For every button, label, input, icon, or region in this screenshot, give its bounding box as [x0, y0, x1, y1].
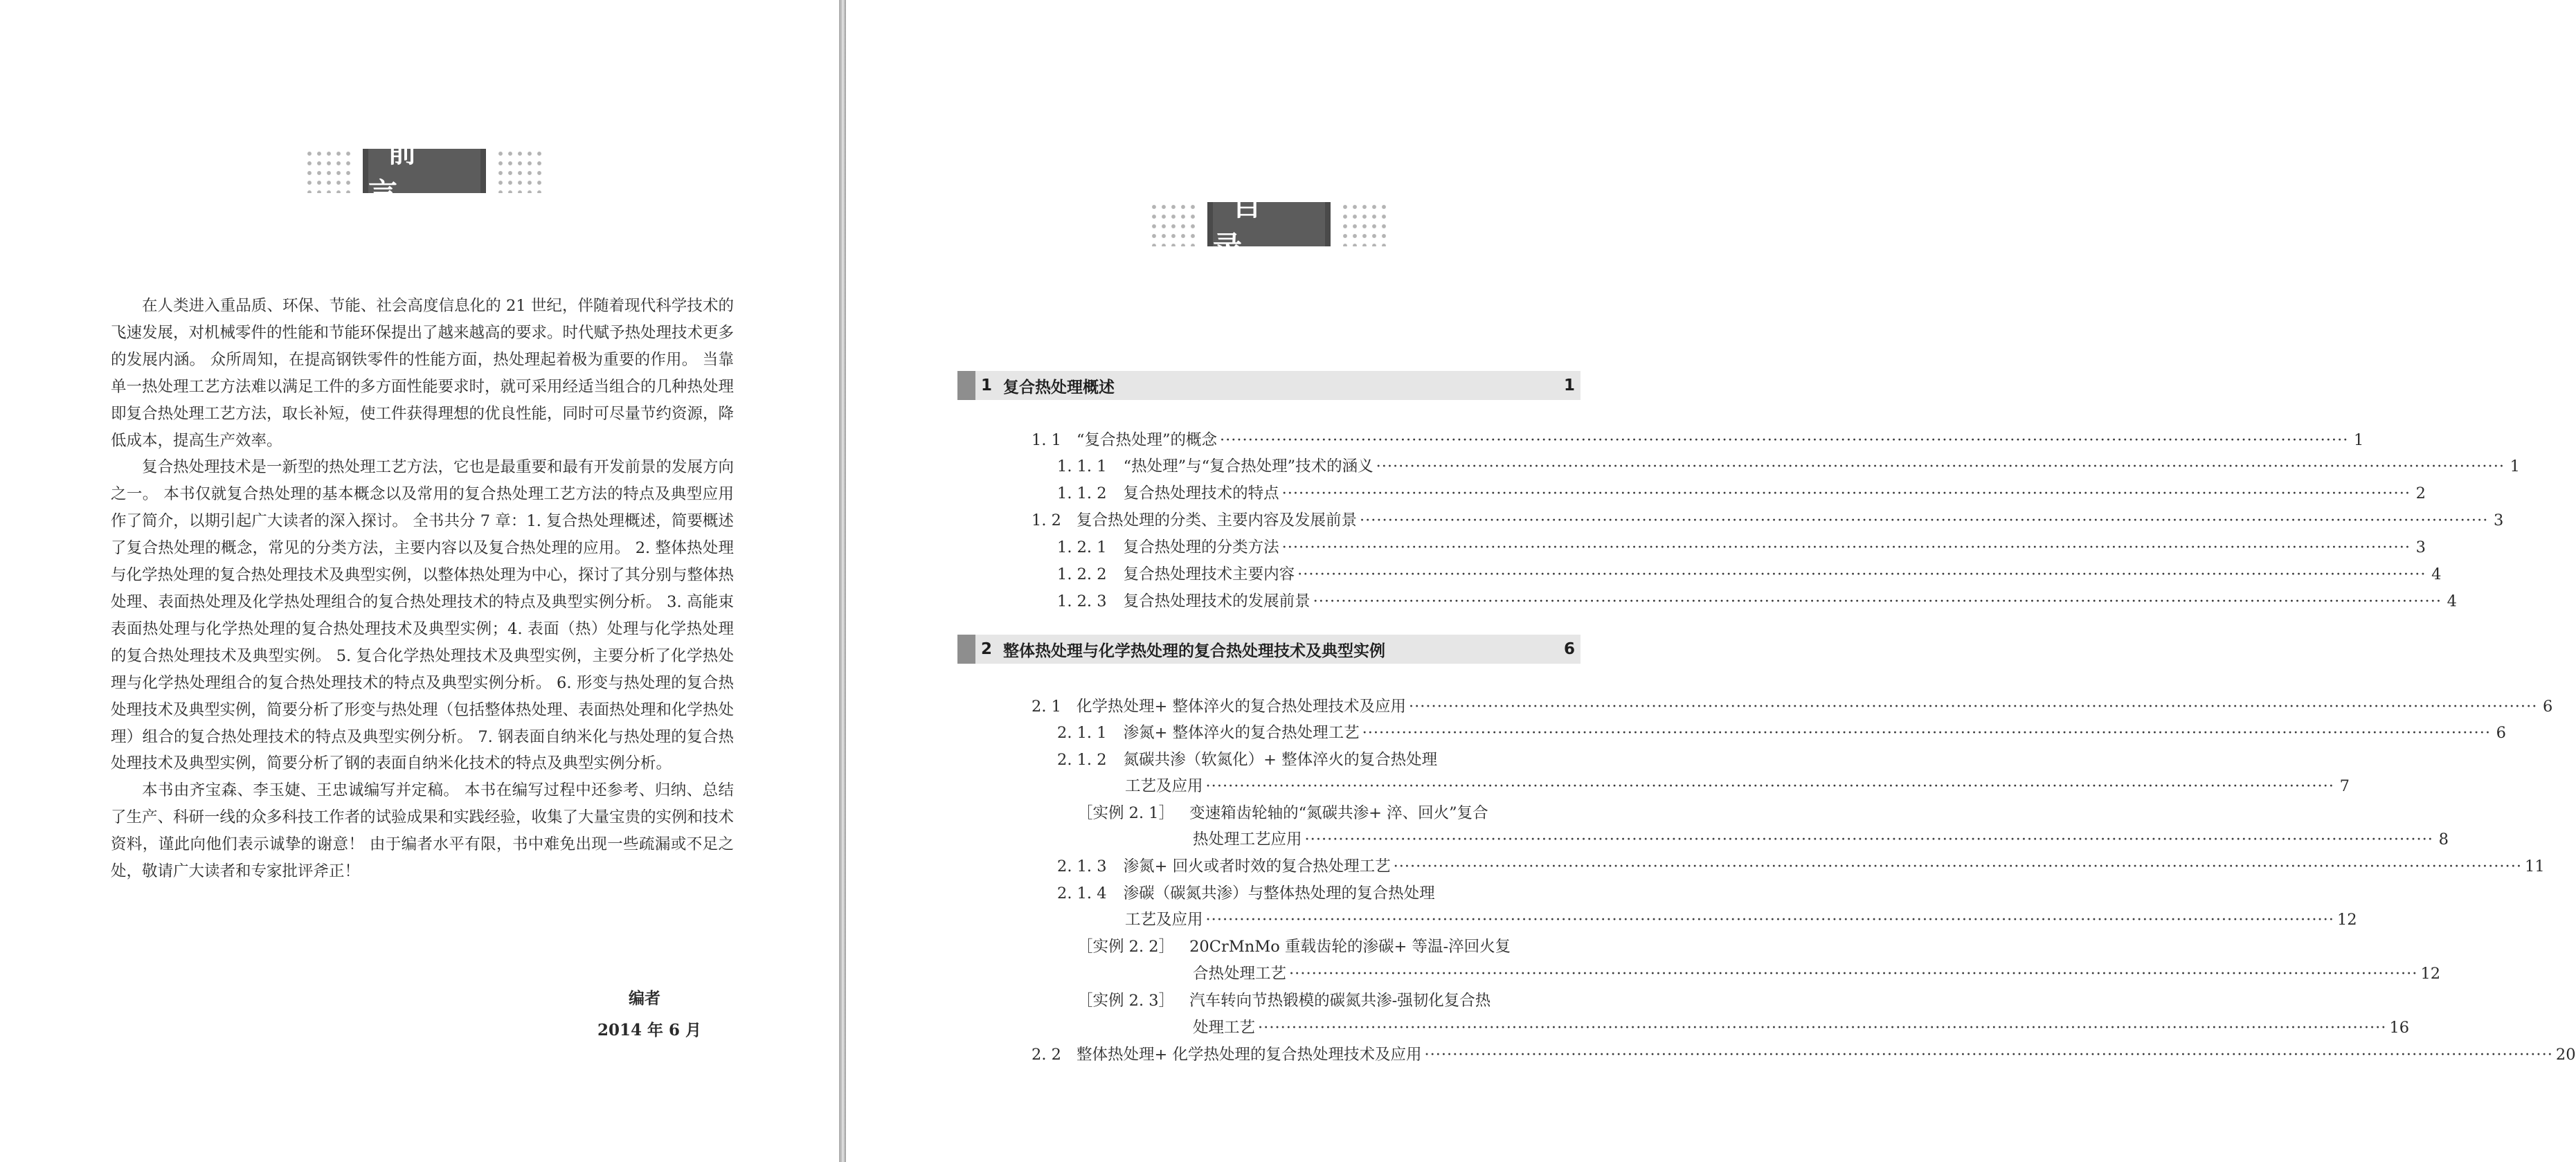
preface-title: 前 言 [363, 149, 486, 193]
toc-entry-title: 化学热处理+ 整体淬火的复合热处理技术及应用 [1076, 698, 1406, 716]
toc-entry-page: 8 [2438, 830, 2449, 848]
toc-entry-title: 汽车转向节热锻模的碳氮共渗-强韧化复合热 [1189, 992, 1491, 1010]
toc-entry-title-continuation: 工艺及应用 [1125, 777, 1203, 795]
toc-entry-number: 2. 1. 3 [1057, 857, 1107, 875]
toc-entry-number: 2. 2 [1032, 1046, 1061, 1064]
toc-entry-continuation[interactable] [1193, 827, 2449, 848]
dot-leader: ········································································································································································································ [1205, 777, 2334, 795]
toc-entry-number: 1. 1. 2 [1057, 484, 1107, 502]
preface-date: 2014 年 6 月 [597, 1021, 702, 1040]
preface-body [111, 293, 734, 885]
toc-title: 目 录 [1207, 202, 1331, 246]
toc-entry-number: 1. 2. 2 [1057, 565, 1107, 583]
toc-entry-title: “复合热处理”的概念 [1076, 431, 1217, 449]
toc-entry-title-continuation: 处理工艺 [1193, 1019, 1256, 1037]
toc-entry-number: 1. 1 [1032, 431, 1061, 449]
toc-entry-page: 11 [2525, 857, 2545, 875]
toc-entry-page: 16 [2389, 1019, 2410, 1037]
toc-entry[interactable] [1077, 801, 1488, 821]
toc-entry[interactable] [1057, 535, 2426, 556]
toc-entry-continuation[interactable] [1125, 907, 2357, 929]
preface-title-badge [305, 135, 544, 210]
toc-entry[interactable] [1057, 854, 2545, 875]
toc-entry-page: 6 [2496, 724, 2506, 742]
chapter-number: 1 [981, 376, 993, 394]
dot-leader: ········································································································································································································ [1219, 431, 2349, 449]
chapter-title: 整体热处理与化学热处理的复合热处理技术及典型实例 [1003, 642, 1385, 660]
dot-leader: ········································································································································································································ [1424, 1046, 2553, 1064]
toc-entry-page: 2 [2415, 484, 2426, 502]
toc-entry[interactable] [1057, 562, 2442, 583]
toc-entry-title: 渗氮+ 整体淬火的复合热处理工艺 [1123, 724, 1360, 742]
toc-entry-title: 渗碳（碳氮共渗）与整体热处理的复合热处理 [1123, 884, 1435, 902]
toc-entry[interactable] [1057, 454, 2520, 475]
toc-entry-number: ［实例 2. 1］ [1077, 804, 1175, 822]
toc-entry-title: 变速箱齿轮轴的“氮碳共渗+ 淬、回火”复合 [1189, 804, 1488, 822]
dot-leader: ········································································································································································································ [1408, 698, 2538, 716]
toc-entry[interactable] [1057, 589, 2457, 610]
chapter-page: 6 [1563, 640, 1575, 658]
toc-entry-title-continuation: 工艺及应用 [1125, 911, 1203, 929]
dot-pattern-right [496, 149, 544, 193]
preface-paragraph-3: 本书由齐宝森、李玉婕、王忠诚编写并定稿。 本书在编写过程中还参考、归纳、总结了生产、科研一线的众多科技工作者的试验成果和实践经验，收集了大量宝贵的实例和技术资料，谨此向他们表示诚挚的谢意！ 由于编者水平有限，书中难免出现一些疏漏或不足之处，敬请广大读者和专家批评斧正！ [111, 781, 735, 881]
toc-entry-title: 整体热处理+ 化学热处理的复合热处理技术及应用 [1076, 1046, 1422, 1064]
toc-entry-title: 复合热处理技术的特点 [1123, 484, 1279, 502]
dot-leader: ········································································································································································································ [1313, 592, 2442, 610]
dot-leader: ········································································································································································································ [1281, 538, 2411, 556]
toc-entry-number: ［实例 2. 3］ [1077, 992, 1175, 1010]
toc-entry-number: 2. 1. 4 [1057, 884, 1107, 902]
dot-leader: ········································································································································································································ [1304, 830, 2433, 848]
toc-entry[interactable] [1057, 747, 1437, 768]
page-divider [839, 0, 846, 1162]
toc-entry-page: 1 [2354, 431, 2364, 449]
toc-entry-page: 3 [2494, 511, 2504, 529]
chapter-title: 复合热处理概述 [1003, 378, 1115, 397]
toc-entry[interactable] [1077, 934, 1511, 955]
toc-entry[interactable] [1032, 508, 2504, 529]
toc-entry-number: 1. 2. 3 [1057, 592, 1107, 610]
chapter-page: 1 [1563, 376, 1575, 394]
toc-title-badge [1149, 188, 1389, 264]
dot-leader: ········································································································································································································ [1258, 1019, 2387, 1037]
toc-entry-number: ［实例 2. 2］ [1077, 938, 1175, 956]
preface-paragraph-2: 复合热处理技术是一新型的热处理工艺方法，它也是最重要和最有开发前景的发展方向之一。 本书仅就复合热处理的基本概念以及常用的复合热处理工艺方法的特点及典型应用作了简介，以期引起广大读者的深入探讨。 全书共分 7 章：1. 复合热处理概述，简要概述了复合热处理的概念，常见的分类方法，主要内容以及复合热处理的应用。 2. 整体热处理与化学热处理的复合热处理技术及典型实例，以整体热处理为中心，探讨了其分别与整体热处理、表面热处理及化学热处理组合的复合热处理技术的特点及典型实例分析。 3. 高能束表面热处理与化学热处理的复合热处理技术及典型实例；4. 表面（热）处理与化学热处理的复合热处理技术及典型实例。 5. 复合化学热处理技术及典型实例，主要分析了化学热处理与化学热处理组合的复合热处理技术的特点及典型实例分析。 6. 形变与热处理的复合热处理技术及典型实例，简要分析了形变与热处理（包括整体热处理、表面热处理和化学热处理）组合的复合热处理技术的特点及典型实例分析。 7. 钢表面自纳米化与热处理的复合热处理技术及典型实例，简要分析了钢的表面自纳米化技术的特点及典型实例分析。 [111, 458, 735, 773]
toc-entry[interactable] [1032, 1042, 2576, 1064]
toc-entry-page: 6 [2543, 698, 2553, 716]
dot-leader: ········································································································································································································ [1376, 457, 2505, 475]
dot-pattern-left [1149, 202, 1198, 246]
toc-entry-continuation[interactable] [1125, 774, 2350, 795]
toc-entry-number: 1. 1. 1 [1057, 457, 1107, 475]
toc-entry-title: 氮碳共渗（软氮化）+ 整体淬火的复合热处理 [1123, 751, 1438, 769]
toc-entry-title: 复合热处理的分类、主要内容及发展前景 [1076, 511, 1357, 529]
preface-paragraph-1: 在人类进入重品质、环保、节能、社会高度信息化的 21 世纪，伴随着现代科学技术的飞速发展，对机械零件的性能和节能环保提出了越来越高的要求。时代赋予热处理技术更多的发展内涵。 众所周知，在提高钢铁零件的性能方面，热处理起着极为重要的作用。 当靠单一热处理工艺方法难以满足工件的多方面性能要求时，就可采用经适当组合的几种热处理即复合热处理工艺方法，取长补短，使工件获得理想的优良性能，同时可尽量节约资源，降低成本，提高生产效率。 [111, 297, 735, 450]
toc-chapter-2[interactable] [957, 635, 1580, 664]
toc-entry-page: 4 [2431, 565, 2442, 583]
toc-entry[interactable] [1032, 428, 2364, 449]
dot-leader: ········································································································································································································ [1289, 965, 2418, 983]
toc-entry-number: 1. 2. 1 [1057, 538, 1107, 556]
toc-entry[interactable] [1057, 481, 2426, 502]
dot-leader: ········································································································································································································ [1393, 857, 2522, 875]
toc-entry[interactable] [1057, 881, 1435, 902]
toc-entry[interactable] [1057, 720, 2506, 742]
toc-entry-page: 20 [2555, 1046, 2576, 1064]
dot-leader: ········································································································································································································ [1362, 724, 2491, 742]
dot-leader: ········································································································································································································ [1205, 911, 2334, 929]
toc-entry-page: 7 [2339, 777, 2350, 795]
toc-entry-page: 3 [2415, 538, 2426, 556]
toc-entry-number: 2. 1 [1032, 698, 1061, 716]
dot-leader: ········································································································································································································ [1359, 511, 2489, 529]
toc-entry-number: 2. 1. 2 [1057, 751, 1107, 769]
toc-entry-continuation[interactable] [1193, 961, 2441, 983]
chapter-number: 2 [981, 640, 993, 658]
dot-leader: ········································································································································································································ [1297, 565, 2426, 583]
toc-chapter-1[interactable] [957, 371, 1580, 400]
dot-leader: ········································································································································································································ [1281, 484, 2411, 502]
toc-entry-page: 4 [2447, 592, 2457, 610]
toc-entry-title-continuation: 合热处理工艺 [1193, 965, 1287, 983]
toc-entry-title-continuation: 热处理工艺应用 [1193, 830, 1302, 848]
toc-entry-title: 复合热处理技术主要内容 [1123, 565, 1295, 583]
toc-entry-page: 12 [2336, 911, 2357, 929]
dot-pattern-left [305, 149, 353, 193]
toc-entry-title: 复合热处理技术的发展前景 [1123, 592, 1310, 610]
dot-pattern-right [1340, 202, 1389, 246]
toc-entry-number: 2. 1. 1 [1057, 724, 1107, 742]
toc-entry-title: 复合热处理的分类方法 [1123, 538, 1279, 556]
toc-entry-page: 1 [2510, 457, 2520, 475]
toc-entry-title: 渗氮+ 回火或者时效的复合热处理工艺 [1123, 857, 1391, 875]
toc-entry[interactable] [1032, 694, 2553, 716]
toc-entry-title: “热处理”与“复合热处理”技术的涵义 [1123, 457, 1373, 475]
toc-entry-continuation[interactable] [1193, 1015, 2410, 1037]
toc-entry-page: 12 [2420, 965, 2441, 983]
toc-entry-number: 1. 2 [1032, 511, 1061, 529]
toc-entry-title: 20CrMnMo 重载齿轮的渗碳+ 等温-淬回火复 [1189, 938, 1511, 956]
preface-author: 编者 [629, 989, 660, 1008]
toc-entry[interactable] [1077, 988, 1490, 1009]
